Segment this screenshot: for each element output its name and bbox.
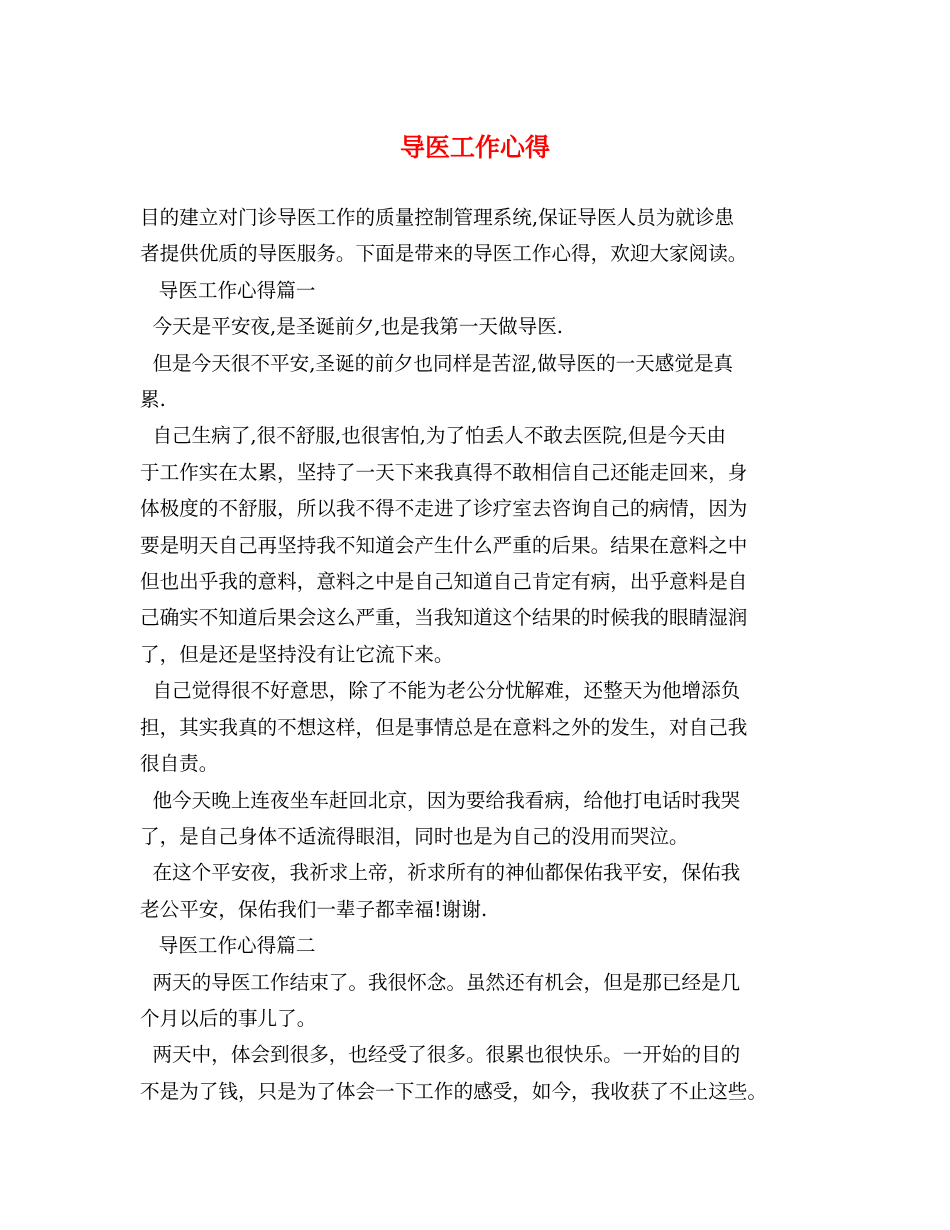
text-line: 但是今天很不平安,圣诞的前夕也同样是苦涩,做导医的一天感觉是真: [140, 351, 734, 375]
text-line: 了，但是还是坚持没有让它流下来。: [140, 642, 454, 666]
paragraph: [140, 1037, 820, 1110]
text-line: 累.: [140, 388, 166, 412]
text-line: 不是为了钱，只是为了体会一下工作的感受，如今，我收获了不止这些。: [140, 1079, 767, 1103]
document-body: [140, 200, 820, 1110]
text-line: 他今天晚上连夜坐车赶回北京，因为要给我看病，给他打电话时我哭: [140, 788, 741, 812]
text-line: 目的建立对门诊导医工作的质量控制管理系统,保证导医人员为就诊患: [140, 206, 735, 229]
text-line: 但也出乎我的意料，意料之中是自己知道自己肯定有病，出乎意料是自: [140, 570, 748, 594]
text-line: 体极度的不舒服，所以我不得不走进了诊疗室去咨询自己的病情，因为: [140, 497, 748, 521]
text-line: 导医工作心得篇一: [140, 278, 316, 302]
paragraph: [140, 346, 820, 419]
document-title: 导医工作心得: [399, 133, 550, 162]
paragraph: [140, 273, 820, 309]
paragraph: [140, 855, 820, 928]
text-line: 者提供优质的导医服务。下面是带来的导医工作心得，欢迎大家阅读。: [140, 242, 748, 266]
text-line: 导医工作心得篇二: [140, 934, 316, 958]
paragraph: [140, 965, 820, 1038]
paragraph: [140, 783, 820, 856]
paragraph: [140, 418, 820, 673]
paragraph: [140, 200, 820, 273]
text-line: 担，其实我真的不想这样，但是事情总是在意料之外的发生，对自己我: [140, 715, 748, 739]
text-line: 在这个平安夜，我祈求上帝，祈求所有的神仙都保佑我平安，保佑我: [140, 861, 741, 885]
text-line: 自己生病了,很不舒服,也很害怕,为了怕丢人不敢去医院,但是今天由: [140, 424, 726, 448]
text-line: 两天的导医工作结束了。我很怀念。虽然还有机会，但是那已经是几: [140, 970, 741, 994]
text-line: 己确实不知道后果会这么严重，当我知道这个结果的时候我的眼睛湿润: [140, 606, 748, 630]
text-line: 今天是平安夜,是圣诞前夕,也是我第一天做导医.: [140, 315, 564, 339]
text-line: 于工作实在太累，坚持了一天下来我真得不敢相信自己还能走回来，身: [140, 460, 748, 484]
text-line: 要是明天自己再坚持我不知道会产生什么严重的后果。结果在意料之中: [140, 533, 748, 557]
text-line: 老公平安，保佑我们一辈子都幸福!谢谢.: [140, 897, 488, 921]
text-line: 很自责。: [140, 752, 219, 776]
text-line: 个月以后的事儿了。: [140, 1006, 317, 1030]
text-line: 自己觉得很不好意思，除了不能为老公分忧解难，还整天为他增添负: [140, 679, 741, 703]
text-line: 两天中，体会到很多，也经受了很多。很累也很快乐。一开始的目的: [140, 1043, 741, 1067]
text-line: 了，是自己身体不适流得眼泪，同时也是为自己的没用而哭泣。: [140, 824, 689, 848]
paragraph: [140, 309, 820, 345]
paragraph: [140, 673, 820, 782]
paragraph: [140, 928, 820, 964]
